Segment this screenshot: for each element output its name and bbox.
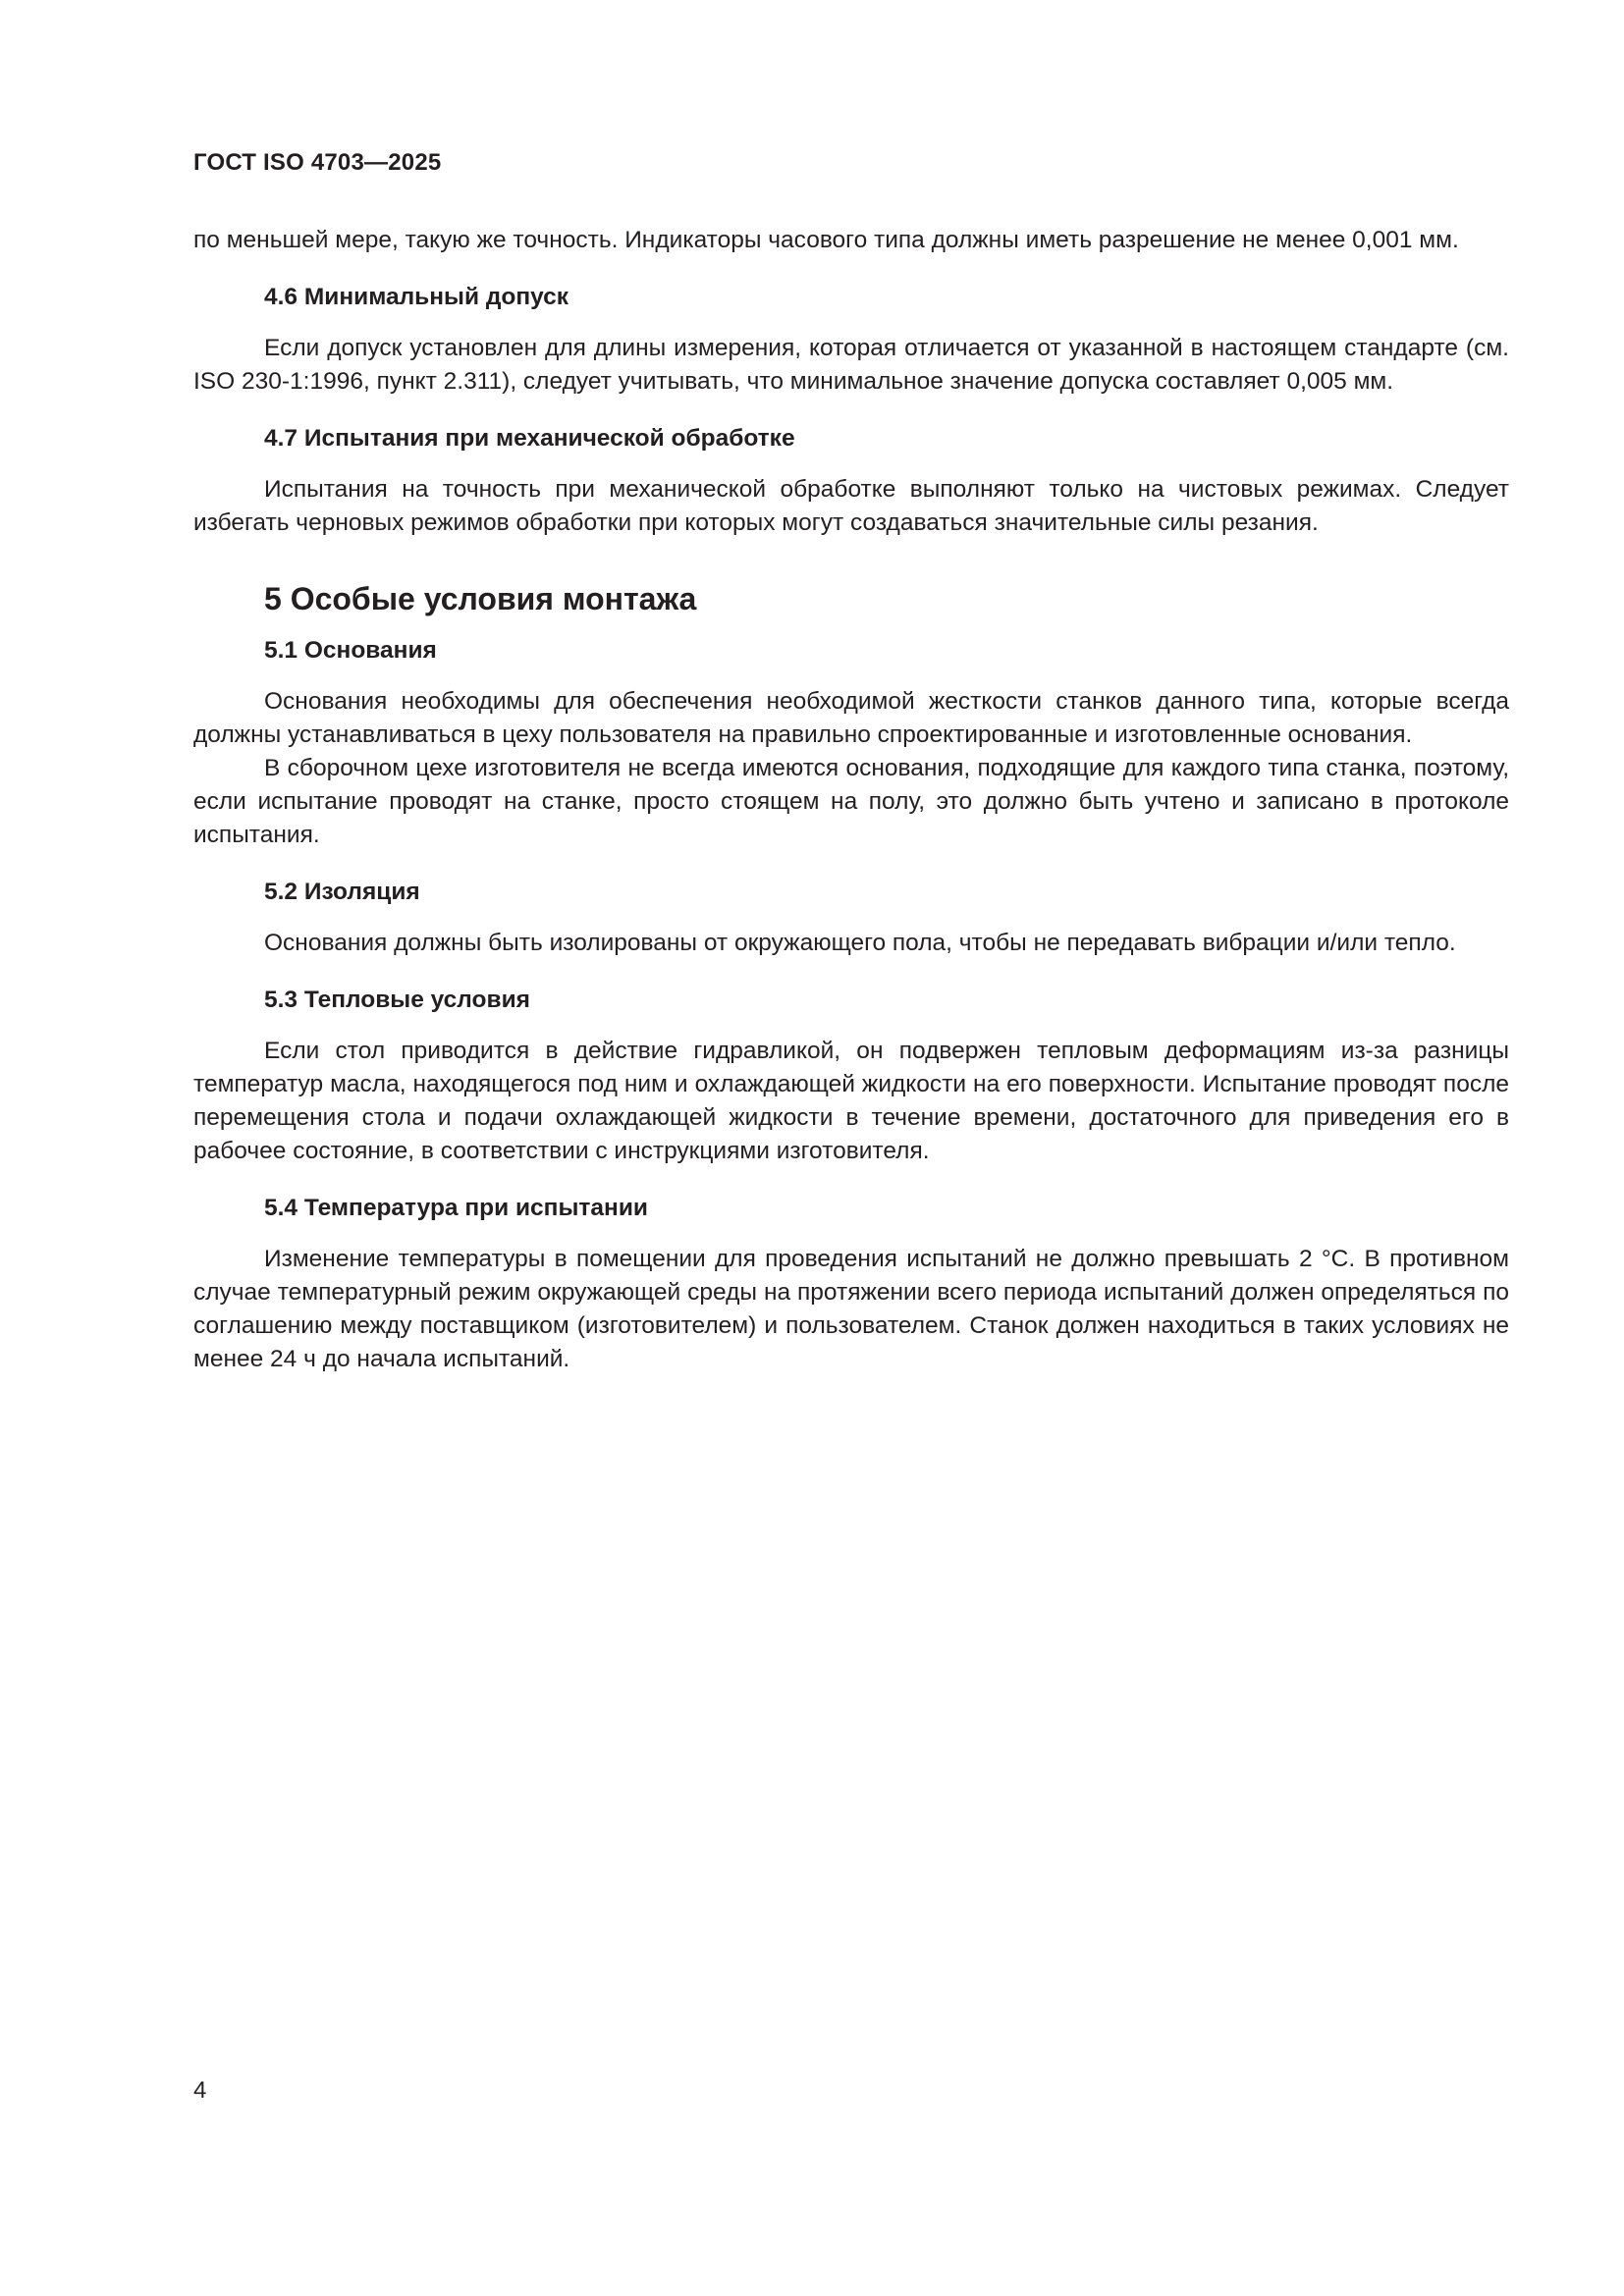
section-4-7-heading: 4.7 Испытания при механической обработке: [264, 425, 795, 452]
section-4-6-heading: 4.6 Минимальный допуск: [264, 284, 569, 310]
section-5-1-paragraph-1: Основания необходимы для обеспечения необходимой жесткости станков данного типа, которые всегда должны устанавливаться в цеху пользователя на правильно спроектированные и изготовленные основания.: [193, 688, 1509, 748]
section-5-2-paragraph: Основания должны быть изолированы от окружающего пола, чтобы не передавать вибрации и/или тепло.: [264, 930, 1456, 956]
page-body: [193, 224, 1509, 1376]
section-4-7-paragraph: Испытания на точность при механической обработке выполняют только на чистовых режимах. Следует избегать черновых режимов обработки при которых могут создаваться значительные силы резания.: [193, 476, 1509, 536]
section-4-6-paragraph: Если допуск установлен для длины измерения, которая отличается от указанной в настоящем стандарте (см. ISO 230-1:1996, пункт 2.311), следует учитывать, что минимальное значение допуска составляет 0,005 мм.: [193, 335, 1509, 395]
document-id-header: ГОСТ ISO 4703—2025: [193, 149, 442, 176]
page-number: 4: [193, 2077, 207, 2104]
section-5-4-paragraph: Изменение температуры в помещении для проведения испытаний не должно превышать 2 °С. В противном случае температурный режим окружающей среды на протяжении всего периода испытаний должен определяться по соглашению между поставщиком (изготовителем) и пользователем. Станок должен находиться в таких условиях не менее 24 ч до начала испытаний.: [193, 1246, 1509, 1372]
section-5-3-paragraph: Если стол приводится в действие гидравликой, он подвержен тепловым деформациям из-за разницы температур масла, находящегося под ним и охлаждающей жидкости на его поверхности. Испытание проводят после перемещения стола и подачи охлаждающей жидкости в течение времени, достаточного для приведения его в рабочее состояние, в соответствии с инструкциями изготовителя.: [193, 1038, 1509, 1164]
section-5-3-heading: 5.3 Тепловые условия: [264, 987, 530, 1013]
section-5-heading: 5 Особые условия монтажа: [264, 581, 697, 616]
section-5-2-heading: 5.2 Изоляция: [264, 879, 420, 905]
intro-paragraph: по меньшей мере, такую же точность. Индикаторы часового типа должны иметь разрешение не менее 0,001 мм.: [193, 227, 1459, 253]
section-5-4-heading: 5.4 Температура при испытании: [264, 1195, 648, 1221]
section-5-1-paragraph-2: В сборочном цехе изготовителя не всегда имеются основания, подходящие для каждого типа станка, поэтому, если испытание проводят на станке, просто стоящем на полу, это должно быть учтено и записано в протоколе испытания.: [193, 755, 1509, 848]
section-5-1-heading: 5.1 Основания: [264, 637, 437, 664]
